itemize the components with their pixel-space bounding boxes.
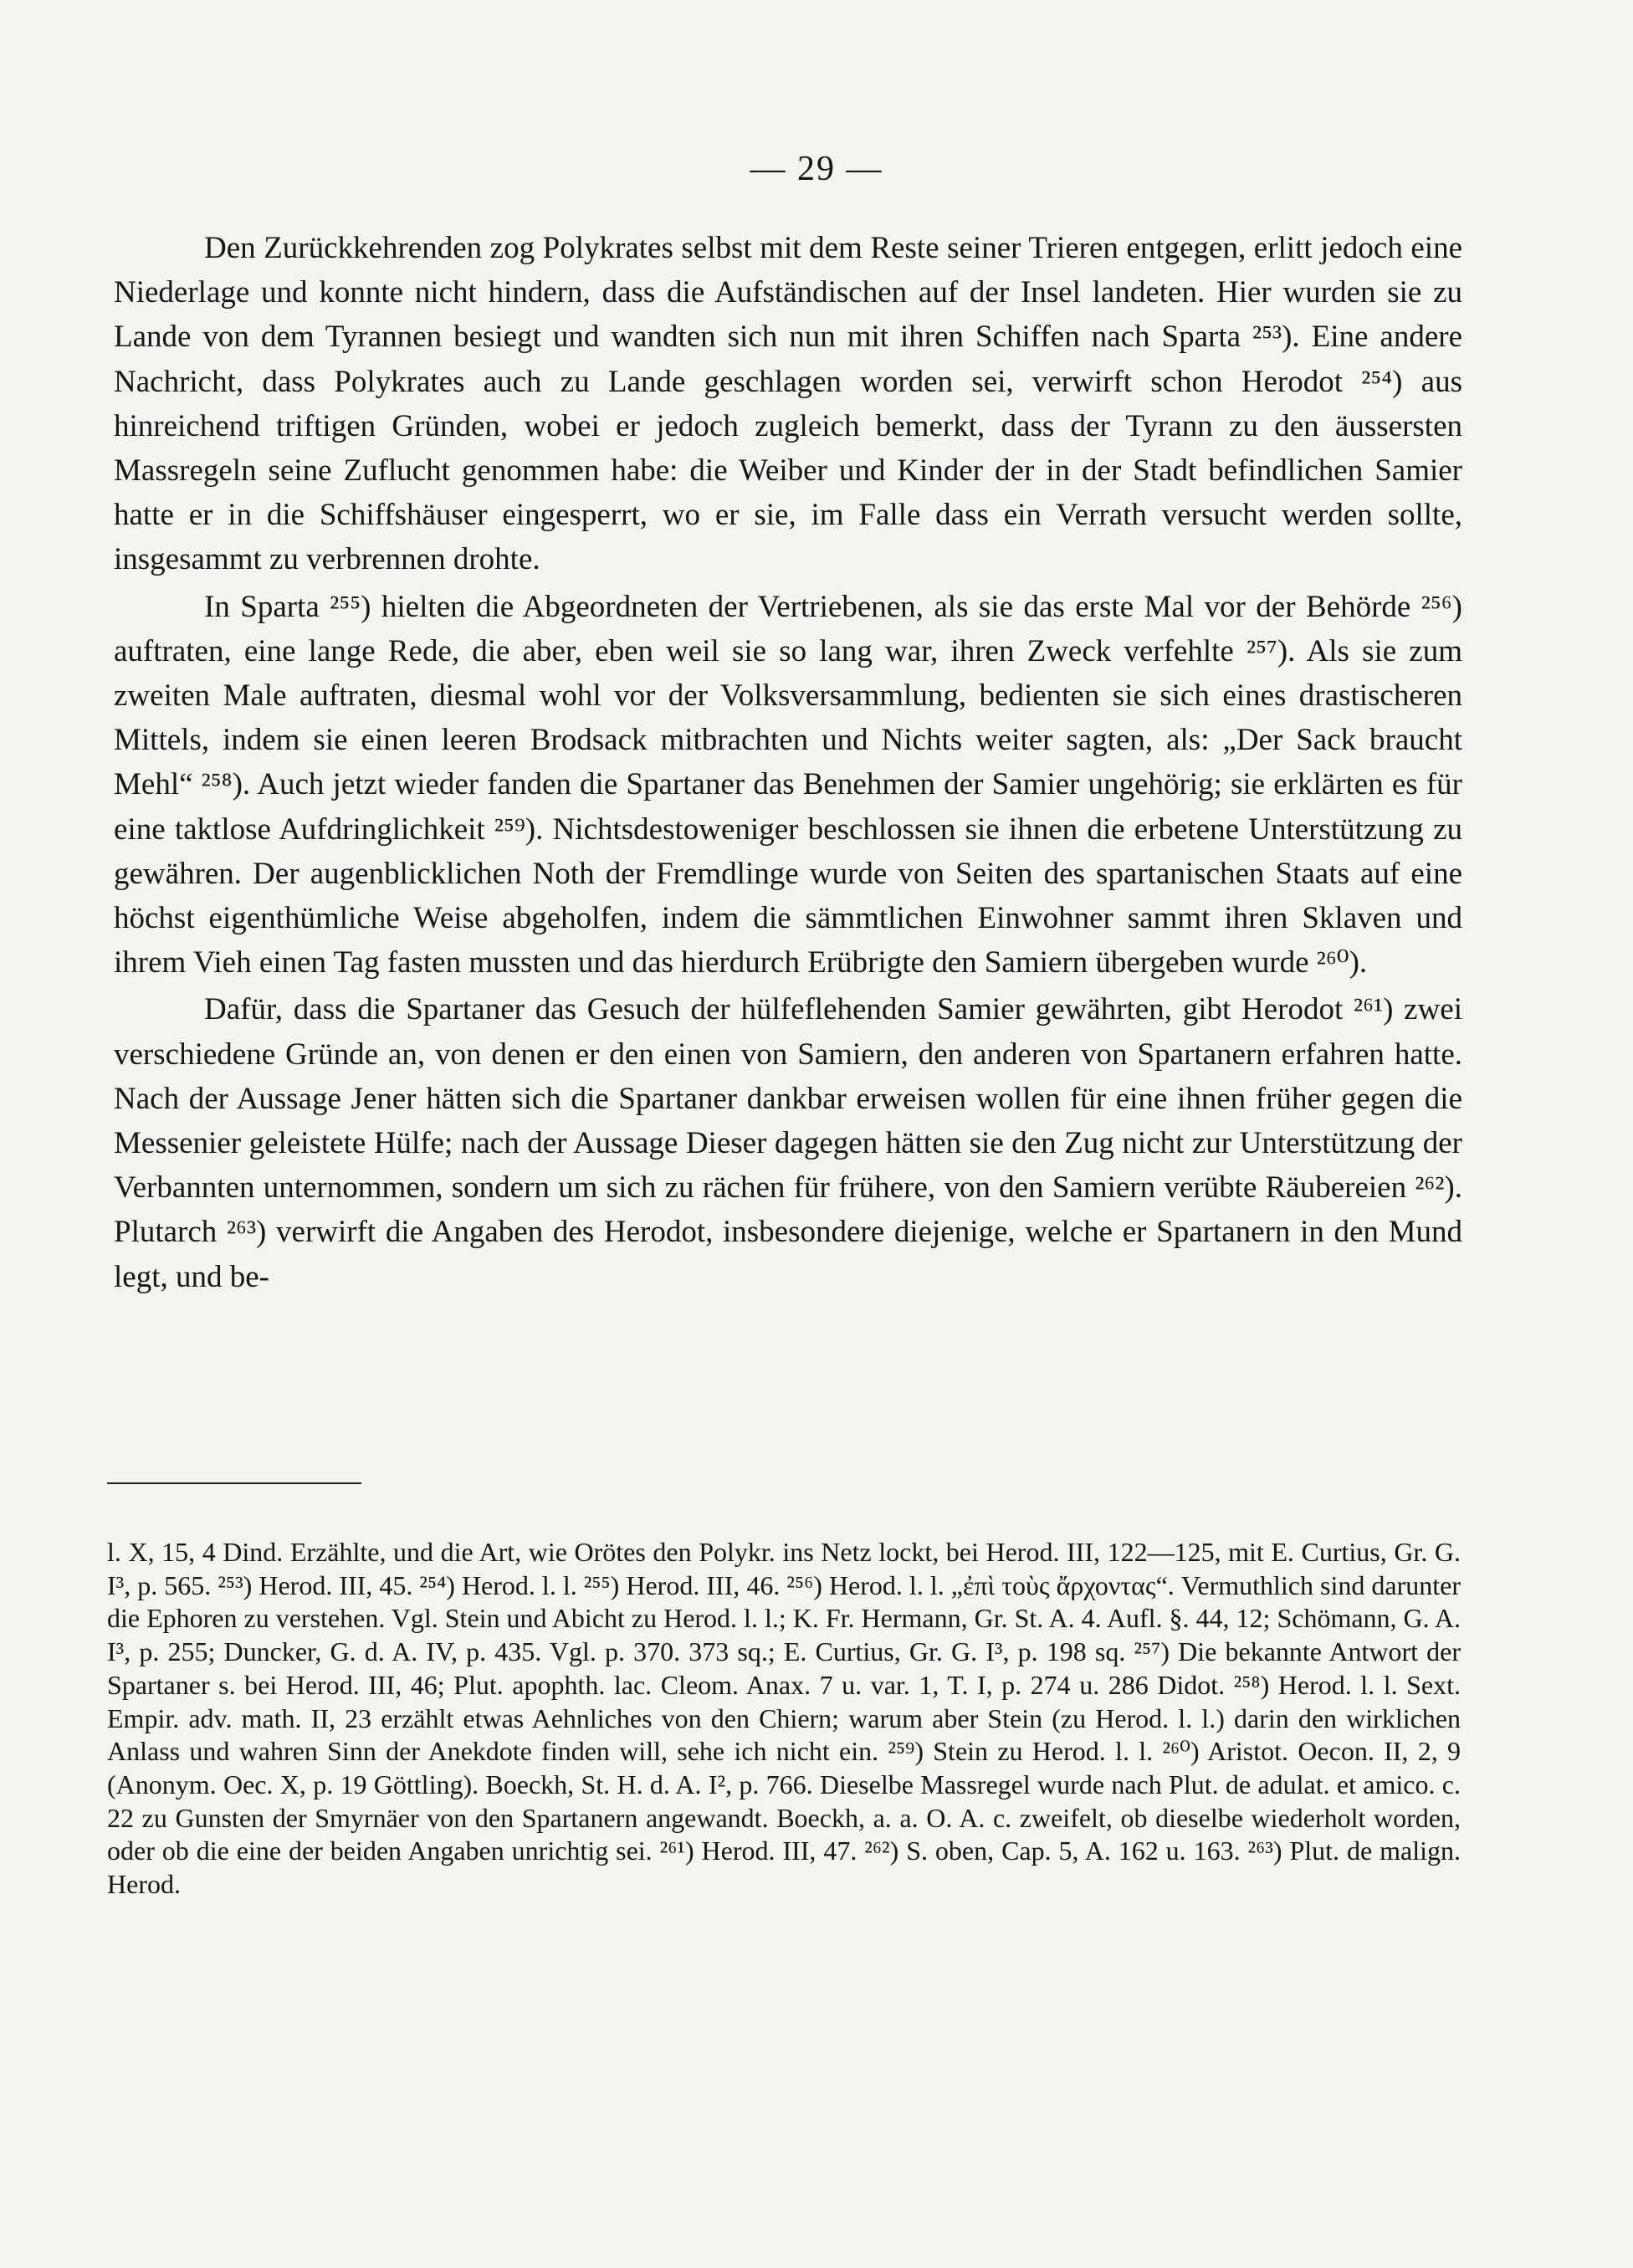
paragraph-3: Dafür, dass die Spartaner das Gesuch der hülfeflehenden Samier gewährten, gibt Herodot ²⁶¹) zwei verschiedene Gründe an, von denen er den einen von Samiern, den anderen von Spartanern erfahren hatte. Nach der Aussage Jener hätten sich die Spartaner dankbar erweisen wollen für eine ihnen früher gegen die Messenier geleistete Hülfe; nach der Aussage Dieser dagegen hätten sie den Zug nicht zur Unterstützung der Verbannten unternommen, sondern um sich zu rächen für frühere, von den Samiern verübte Räubereien ²⁶²). Plutarch ²⁶³) verwirft die Angaben des Herodot, insbesondere diejenige, welche er Spartanern in den Mund legt, und be- [114, 992, 1462, 1294]
paragraph-1: Den Zurückkehrenden zog Polykrates selbst mit dem Reste seiner Trieren entgegen, erlitt jedoch eine Niederlage und konnte nicht hindern, dass die Aufständischen auf der Insel landeten. Hier wurden sie zu Lande von dem Tyrannen besiegt und wandten sich nun mit ihren Schiffen nach Sparta ²⁵³). Eine andere Nachricht, dass Polykrates auch zu Lande geschlagen worden sei, verwirft schon Herodot ²⁵⁴) aus hinreichend triftigen Gründen, wobei er jedoch zugleich bemerkt, dass der Tyrann zu den äussersten Massregeln seine Zuflucht genommen habe: die Weiber und Kinder der in der Stadt befindlichen Samier hatte er in die Schiffshäuser eingesperrt, wo er sie, im Falle dass ein Verrath versucht werden sollte, insgesammt zu verbrennen drohte. [114, 231, 1462, 577]
footnotes-text: l. X, 15, 4 Dind. Erzählte, und die Art, wie Orötes den Polykr. ins Netz lockt, bei Herod. III, 122—125, mit E. Curtius, Gr. G. I³, p. 565. ²⁵³) Herod. III, 45. ²⁵⁴) Herod. l. l. ²⁵⁵) Herod. III, 46. ²⁵⁶) Herod. l. l. „ἐπὶ τοὺς ἄρχοντας“. Vermuthlich sind darunter die Ephoren zu verstehen. Vgl. Stein und Abicht zu Herod. l. l.; K. Fr. Hermann, Gr. St. A. 4. Aufl. §. 44, 12; Schömann, G. A. I³, p. 255; Duncker, G. d. A. IV, p. 435. Vgl. p. 370. 373 sq.; E. Curtius, Gr. G. I³, p. 198 sq. ²⁵⁷) Die bekannte Antwort der Spartaner s. bei Herod. III, 46; Plut. apophth. lac. Cleom. Anax. 7 u. var. 1, T. I, p. 274 u. 286 Didot. ²⁵⁸) Herod. l. l. Sext. Empir. adv. math. II, 23 erzählt etwas Aehnliches von den Chiern; warum aber Stein (zu Herod. l. l.) darin den wirklichen Anlass und wahren Sinn der Anekdote finden will, sehe ich nicht ein. ²⁵⁹) Stein zu Herod. l. l. ²⁶⁰) Aristot. Oecon. II, 2, 9 (Anonym. Oec. X, p. 19 Göttling). Boeckh, St. H. d. A. I², p. 766. Dieselbe Massregel wurde nach Plut. de adulat. et amico. c. 22 zu Gunsten der Smyrnäer von den Spartanern angewandt. Boeckh, a. a. O. A. c. zweifelt, ob dieselbe wiederholt worden, oder ob die eine der beiden Angaben unrichtig sei. ²⁶¹) Herod. III, 47. ²⁶²) S. oben, Cap. 5, A. 162 u. 163. ²⁶³) Plut. de malign. Herod. [107, 1537, 1461, 1900]
paragraph-2: In Sparta ²⁵⁵) hielten die Abgeordneten der Vertriebenen, als sie das erste Mal vor der Behörde ²⁵⁶) auftraten, eine lange Rede, die aber, eben weil sie so lang war, ihren Zweck verfehlte ²⁵⁷). Als sie zum zweiten Male auftraten, diesmal wohl vor der Volksversammlung, bedienten sie sich eines drastischeren Mittels, indem sie einen leeren Brodsack mitbrachten und Nichts weiter sagten, als: „Der Sack braucht Mehl“ ²⁵⁸). Auch jetzt wieder fanden die Spartaner das Benehmen der Samier ungehörig; sie erklärten es für eine taktlose Aufdringlichkeit ²⁵⁹). Nichtsdestoweniger beschlossen sie ihnen die erbetene Unterstützung zu gewähren. Der augenblicklichen Noth der Fremdlinge wurde von Seiten des spartanischen Staats auf eine höchst eigenthümliche Weise abgeholfen, indem die sämmtlichen Einwohner sammt ihren Sklaven und ihrem Vieh einen Tag fasten mussten und das hierdurch Erübrigte den Samiern übergeben wurde ²⁶⁰). [114, 589, 1462, 980]
page-number: — 29 — [750, 150, 883, 188]
main-text [114, 226, 1462, 1302]
footnotes [107, 1536, 1461, 1902]
footnote-divider [107, 1482, 361, 1484]
